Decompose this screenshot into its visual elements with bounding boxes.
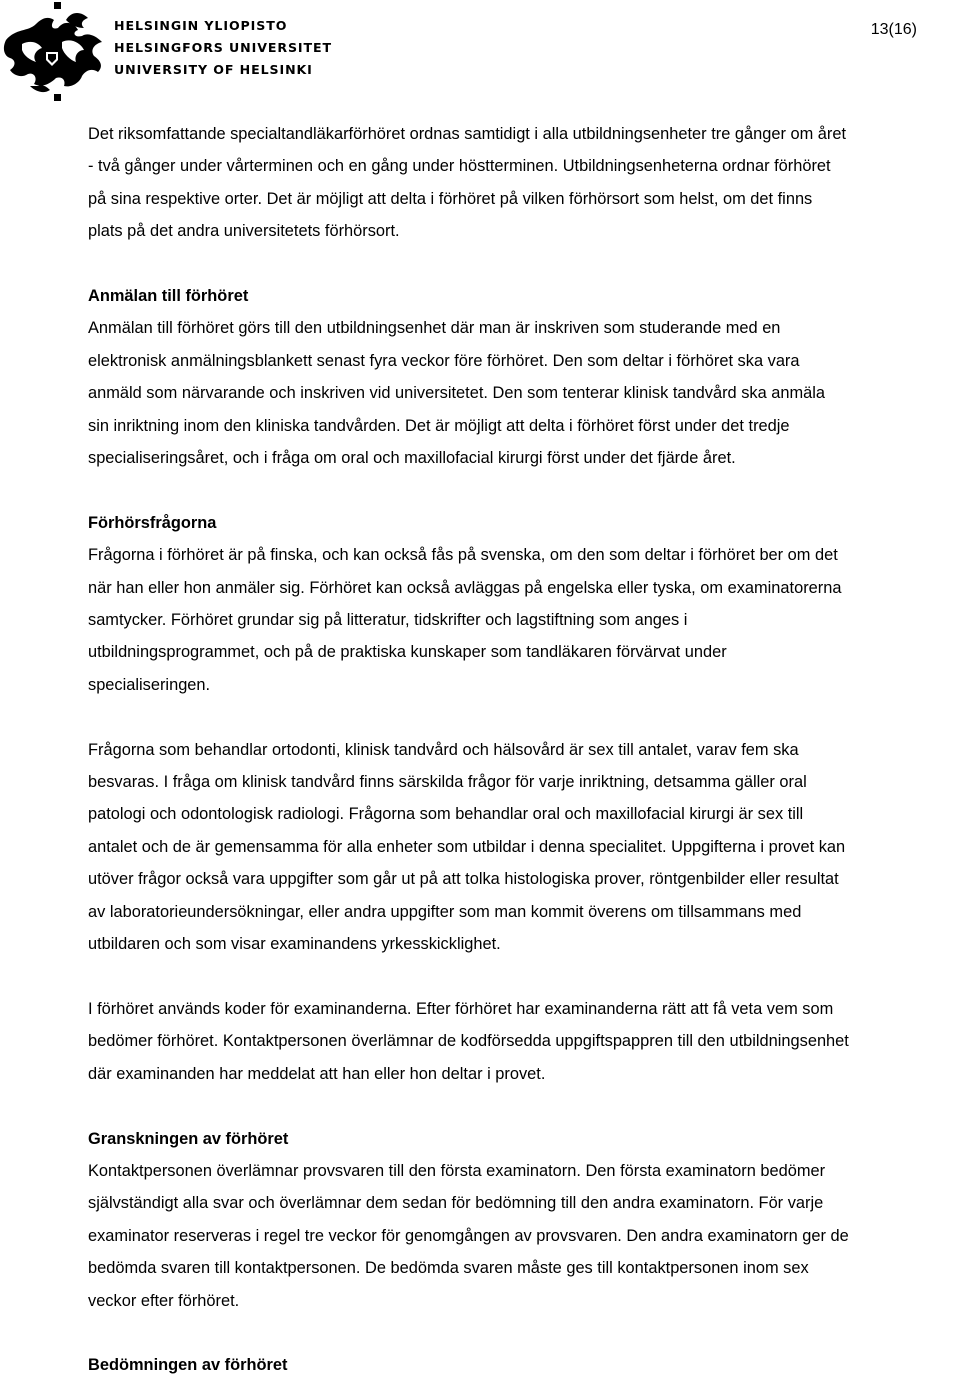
text-line: Det riksomfattande specialtandläkarförhöret ordnas samtidigt i alla utbildningsenheter tre gånger om året <box>88 125 847 143</box>
text-line: antalet och de är gemensamma för alla enheter som utbildar i denna specialitet. Uppgifterna i provet kan <box>88 837 846 856</box>
text-line: på sina respektive orter. Det är möjligt att delta i förhöret på vilken förhörsort som helst, om det finns <box>88 189 813 208</box>
paragraph-spacer <box>88 1090 960 1122</box>
paragraph-spacer <box>88 474 960 506</box>
university-name-english: UNIVERSITY OF HELSINKI <box>114 62 313 77</box>
text-line: utbildaren och som visar examinandens yrkesskicklighet. <box>88 935 501 954</box>
text-line: elektronisk anmälningsblankett senast fyra veckor före förhöret. Den som deltar i förhöret ska vara <box>88 351 800 370</box>
university-name-finnish: HELSINGIN YLIOPISTO <box>114 18 288 33</box>
paragraph-spacer <box>88 961 960 993</box>
paragraph-spacer <box>88 248 960 280</box>
university-name-swedish: HELSINGFORS UNIVERSITET <box>114 40 332 55</box>
document-body <box>88 118 960 1382</box>
text-line: plats på det andra universitetets förhörsort. <box>88 222 400 241</box>
section-heading-grading: Bedömningen av förhöret <box>88 1356 288 1375</box>
text-line: I förhöret används koder för examinanderna. Efter förhöret har examinanderna rätt att få veta vem som <box>88 999 834 1018</box>
section-heading-questions: Förhörsfrågorna <box>88 513 217 532</box>
university-logo <box>2 2 332 102</box>
text-line: utöver frågor också vara uppgifter som går ut på att tolka histologiska prover, röntgenbilder eller resultat <box>88 870 839 889</box>
questions-paragraph-codes <box>88 993 960 1090</box>
university-flame-emblem-icon <box>2 2 107 102</box>
page-number: 13(16) <box>870 21 917 38</box>
questions-paragraph-language <box>88 539 960 701</box>
text-line: självständigt alla svar och överlämnar dem sedan för bedömning till den andra examinatorn. För varje <box>88 1194 824 1213</box>
text-line: av laboratorieundersökningar, eller andra uppgifter som man kommit överens om tillsammans med <box>88 902 802 921</box>
paragraph-spacer <box>88 701 960 733</box>
text-line: Anmälan till förhöret görs till den utbildningsenhet där man är inskriven som studerande med en <box>88 319 781 338</box>
text-line: där examinanden har meddelat att han eller hon deltar i provet. <box>88 1064 546 1083</box>
text-line: utbildningsprogrammet, och på de praktiska kunskaper som tandläkaren förvärvat under <box>88 643 727 662</box>
review-paragraph <box>88 1155 960 1317</box>
text-line: - två gånger under vårterminen och en gång under höstterminen. Utbildningsenheterna ordnar förhöret <box>88 157 831 176</box>
intro-paragraph <box>88 118 960 248</box>
text-line: anmäld som närvarande och inskriven vid universitetet. Den som tenterar klinisk tandvård ska anmäla <box>88 384 826 403</box>
university-name <box>114 15 332 81</box>
text-line: specialiseringen. <box>88 675 211 694</box>
text-line: veckor efter förhöret. <box>88 1291 240 1310</box>
text-line: specialiseringsåret, och i fråga om oral och maxillofacial kirurgi först under det fjärde året. <box>88 449 736 468</box>
section-heading-review: Granskningen av förhöret <box>88 1129 289 1148</box>
section-heading-registration: Anmälan till förhöret <box>88 287 249 306</box>
text-line: Frågorna som behandlar ortodonti, klinisk tandvård och hälsovård är sex till antalet, varav fem ska <box>88 740 799 759</box>
text-line: examinator reserveras i regel tre veckor för genomgången av provsvaren. Den andra examinatorn ger de <box>88 1226 849 1245</box>
text-line: Kontaktpersonen överlämnar provsvaren till den första examinatorn. Den första examinatorn bedömer <box>88 1161 826 1180</box>
text-line: patologi och odontologisk radiologi. Frågorna som behandlar oral och maxillofacial kirurgi är sex till <box>88 805 804 824</box>
text-line: bedömer förhöret. Kontaktpersonen överlämnar de kodförsedda uppgiftspappren till den utbildningsenhet <box>88 1032 849 1051</box>
text-line: bedömda svaren till kontaktpersonen. De bedömda svaren måste ges till kontaktpersonen inom sex <box>88 1259 809 1278</box>
paragraph-spacer <box>88 1317 960 1349</box>
registration-paragraph <box>88 312 960 474</box>
text-line: sin inriktning inom den kliniska tandvården. Det är möjligt att delta i förhöret först under det tredje <box>88 416 790 435</box>
text-line: samtycker. Förhöret grundar sig på litteratur, tidskrifter och lagstiftning som anges i <box>88 611 688 630</box>
text-line: besvaras. I fråga om klinisk tandvård finns särskilda frågor för varje inriktning, detsamma gäller oral <box>88 773 807 792</box>
text-line: när han eller hon anmäler sig. Förhöret kan också avläggas på engelska eller tyska, om examinatorerna <box>88 578 842 597</box>
questions-paragraph-content <box>88 734 960 961</box>
text-line: Frågorna i förhöret är på finska, och kan också fås på svenska, om den som deltar i förhöret ber om det <box>88 546 838 565</box>
